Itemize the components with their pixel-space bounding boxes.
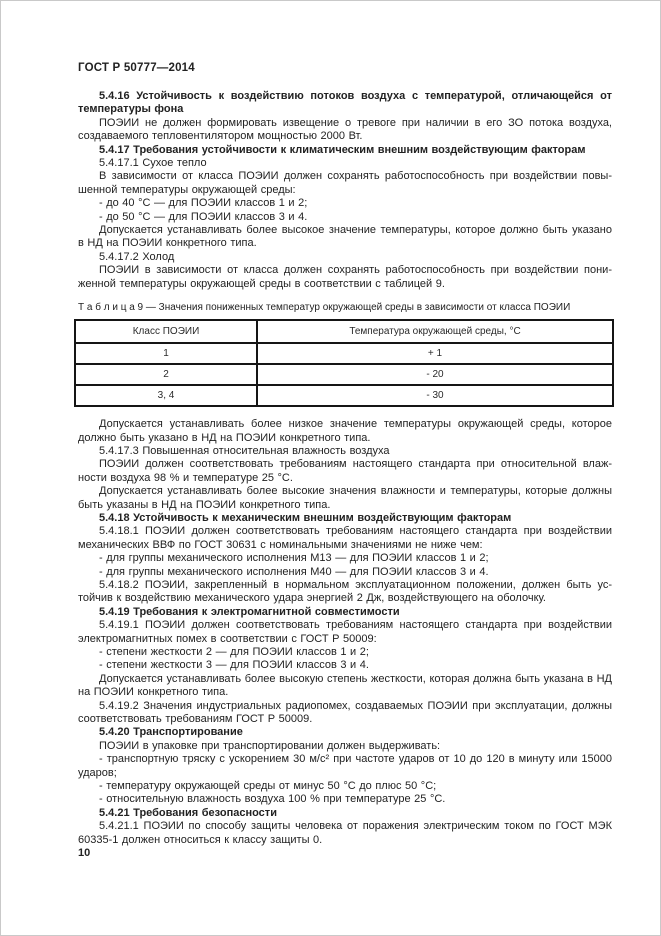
- paragraph-higher-temp-allowed: Допускается устанавливать более высокое значение температуры, которое должно быть указано в НД на ПОЭИИ конкретного типа.: [78, 224, 612, 250]
- list-item-transport-temp: - температуру окружающей среды от минус 50 °С до плюс 50 °С;: [99, 780, 437, 793]
- paragraph-cold: ПОЭИИ в зависимости от класса должен сохранять работоспособность при воздействии пониженной температуры окружающей среды в соответствии с таблицей 9.: [78, 264, 612, 290]
- list-item-shaking: - транспортную тряску с ускорением 30 м/с² при частоте ударов от 10 до 120 в минуту или 15000 ударов;: [78, 753, 612, 779]
- subsection-5-4-17-1: 5.4.17.1 Сухое тепло: [99, 157, 207, 170]
- list-item-m13: - для группы механического исполнения М13 — для ПОЭИИ классов 1 и 2;: [99, 552, 489, 565]
- table-cell: 2: [75, 364, 257, 385]
- paragraph-5-4-18-1: 5.4.18.1 ПОЭИИ должен соответствовать требованиям настоящего стандарта при воздействии механических ВВФ по ГОСТ 30631 с номинальными значениями не ниже чем:: [78, 525, 612, 551]
- content-blocks: [78, 90, 612, 847]
- paragraph-humidity: ПОЭИИ должен соответствовать требованиям настоящего стандарта при относительной влажности воздуха 98 % и температуре 25 °С.: [78, 458, 612, 484]
- subsection-5-4-17-2: 5.4.17.2 Холод: [99, 250, 175, 263]
- paragraph-higher-humidity-allowed: Допускается устанавливать более высокие значения влажности и температуры, которые должны быть указаны в НД на ПОЭИИ конкретного типа.: [78, 485, 612, 511]
- table-header-cell: Класс ПОЭИИ: [75, 320, 257, 343]
- table-cell: + 1: [257, 343, 613, 364]
- table-row: [75, 385, 613, 406]
- section-heading-5-4-17: 5.4.17 Требования устойчивости к климатическим внешним воздействующим факторам: [99, 143, 586, 156]
- section-heading-5-4-20: 5.4.20 Транспортирование: [99, 726, 243, 739]
- paragraph-5-4-19-2: 5.4.19.2 Значения индустриальных радиопомех, создаваемых ПОЭИИ при эксплуатации, должны соответствовать требованиям ГОСТ Р 50009.: [78, 699, 612, 726]
- list-item-severity-3: - степени жесткости 3 — для ПОЭИИ классов 3 и 4.: [99, 659, 369, 672]
- section-heading-5-4-19: 5.4.19 Требования к электромагнитной совместимости: [99, 605, 400, 618]
- lowered-temperature-table: [74, 319, 614, 407]
- section-heading-5-4-18: 5.4.18 Устойчивость к механическим внешним воздействующим факторам: [99, 511, 512, 524]
- list-item-40c: - до 40 °С — для ПОЭИИ классов 1 и 2;: [99, 197, 308, 210]
- paragraph-lower-temp-allowed: Допускается устанавливать более низкое значение температуры окружающей среды, которое должно быть указано в НД на ПОЭИИ конкретного типа.: [78, 418, 612, 444]
- paragraph-5-4-19-1: 5.4.19.1 ПОЭИИ должен соответствовать требованиям настоящего стандарта при воздействии электромагнитных помех в соответствии с ГОСТ Р 50009:: [78, 619, 612, 645]
- paragraph-higher-severity-allowed: Допускается устанавливать более высокую степень жесткости, которая должна быть указана в НД на ПОЭИИ конкретного типа.: [78, 672, 612, 699]
- page-number: 10: [78, 847, 91, 859]
- table-cell: 1: [75, 343, 257, 364]
- list-item-m40: - для группы механического исполнения М40 — для ПОЭИИ классов 3 и 4.: [99, 565, 489, 578]
- section-heading-5-4-16: 5.4.16 Устойчивость к воздействию потоков воздуха с температурой, отличающейся от температуры фона: [78, 90, 612, 116]
- paragraph-5-4-16-body: ПОЭИИ не должен формировать извещение о тревоге при наличии в его ЗО потока воздуха, создаваемого тепловентилятором мощностью 2000 Вт.: [78, 116, 612, 143]
- list-item-severity-2: - степени жесткости 2 — для ПОЭИИ классов 1 и 2;: [99, 646, 369, 658]
- table-caption: Т а б л и ц а 9 — Значения пониженных температур окружающей среды в зависимости от класса ПОЭИИ: [78, 302, 571, 314]
- page-content: [78, 61, 612, 847]
- table-cell: 3, 4: [75, 385, 257, 406]
- paragraph-transport-intro: ПОЭИИ в упаковке при транспортировании должен выдерживать:: [99, 739, 441, 752]
- paragraph-5-4-21-1: 5.4.21.1 ПОЭИИ по способу защиты человека от поражения электрическим током по ГОСТ МЭК 60335-1 должен относиться к классу защиты 0.: [78, 820, 612, 846]
- paragraph-dry-heat: В зависимости от класса ПОЭИИ должен сохранять работоспособность при воздействии повышенной температуры окружающей среды:: [78, 170, 612, 196]
- table-cell: - 20: [257, 364, 613, 385]
- paragraph-5-4-18-2: 5.4.18.2 ПОЭИИ, закрепленный в нормальном эксплуатационном положении, должен быть устойчив к воздействию механического удара энергией 2 Дж, воздействующего на оболочку.: [78, 578, 612, 605]
- table-header-row: [75, 320, 613, 343]
- list-item-transport-humidity: - относительную влажность воздуха 100 % при температуре 25 °С.: [99, 793, 446, 806]
- subsection-5-4-17-3: 5.4.17.3 Повышенная относительная влажность воздуха: [99, 444, 390, 457]
- table-row: [75, 364, 613, 385]
- table-row: [75, 343, 613, 364]
- standard-number-header: ГОСТ Р 50777—2014: [78, 62, 195, 74]
- table-header-cell: Температура окружающей среды, °С: [257, 320, 613, 343]
- table-cell: - 30: [257, 385, 613, 406]
- section-heading-5-4-21: 5.4.21 Требования безопасности: [99, 806, 277, 819]
- list-item-50c: - до 50 °С — для ПОЭИИ классов 3 и 4.: [99, 210, 308, 223]
